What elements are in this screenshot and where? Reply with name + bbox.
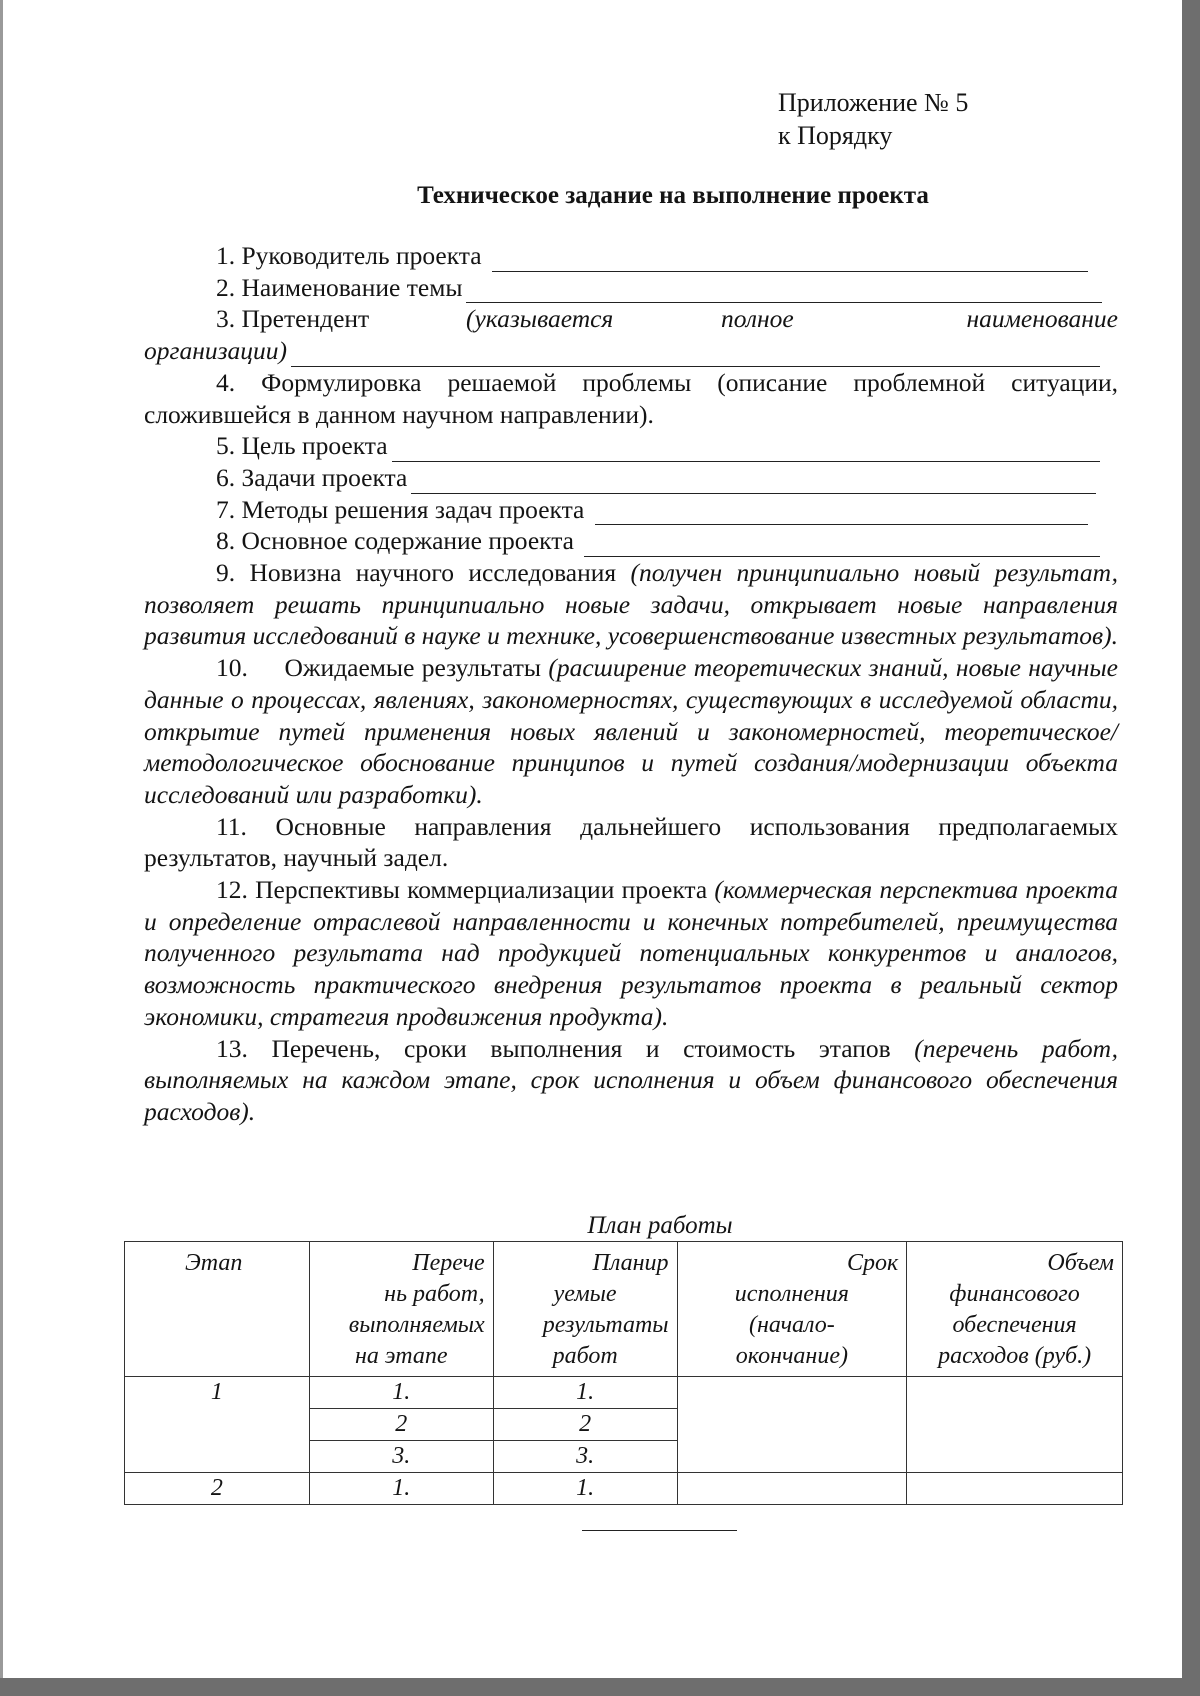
result-cell: 1. <box>493 1473 677 1505</box>
work-cell: 3. <box>309 1441 493 1473</box>
fill-line <box>492 247 1088 272</box>
deadline-cell <box>677 1473 907 1505</box>
document-title: Техническое задание на выполнение проекта <box>417 182 929 209</box>
header-deadline: Срок исполнения (начало- окончание) <box>677 1242 907 1377</box>
fill-line <box>584 532 1100 557</box>
result-cell: 1. <box>493 1377 677 1409</box>
item-12-commercialization: 12. Перспективы коммерциализации проекта (коммерческая перспектива проекта и определение отраслевой направленности и конечных потребителей, преимущества полученного результата над продукцией потенциальных конкурентов и аналогов, возможность практического внедрения результатов проекта в реальный сектор экономики, стратегия продвижения продукта). <box>144 875 1118 1031</box>
appendix-reference <box>778 86 968 152</box>
item-4-problem-statement: 4. Формулировка решаемой проблемы (описание проблемной ситуации, сложившейся в данном научном направлении). <box>144 367 1118 429</box>
result-cell: 3. <box>493 1441 677 1473</box>
footer-rule <box>582 1530 737 1531</box>
work-cell: 1. <box>309 1473 493 1505</box>
header-work-list: Перече нь работ, выполняемых на этапе <box>309 1242 493 1377</box>
work-cell: 1. <box>309 1377 493 1409</box>
plan-caption: План работы <box>587 1212 733 1239</box>
header-funding: Объем финансового обеспечения расходов (руб.) <box>907 1242 1123 1377</box>
document-body <box>144 240 1118 1128</box>
item-10-expected-results: 10. Ожидаемые результаты (расширение теоретических знаний, новые научные данные о процессах, явлениях, закономерностях, существующих в исследуемой области, открытие путей применения новых явлений и закономерностей, теоретическое/ методологическое обоснование принципов и путей создания/модернизации объекта исследований или разработки). <box>144 653 1119 809</box>
table-row <box>125 1473 1123 1505</box>
item-5-project-goal: 5. Цель проекта <box>144 430 1118 462</box>
table-header-row <box>125 1242 1123 1377</box>
fill-line <box>392 437 1100 462</box>
item-7-methods: 7. Методы решения задач проекта <box>144 494 1118 526</box>
funding-cell <box>907 1377 1123 1473</box>
item-11-further-use: 11. Основные направления дальнейшего использования предполагаемых результатов, научный задел. <box>144 811 1118 873</box>
item-13-stages: 13. Перечень, сроки выполнения и стоимость этапов (перечень работ, выполняемых на каждом этапе, срок исполнения и объем финансового обеспечения расходов). <box>144 1033 1118 1126</box>
item-2-topic-name: 2. Наименование темы <box>144 272 1118 304</box>
fill-line <box>411 469 1096 494</box>
appendix-procedure: к Порядку <box>778 121 893 150</box>
scan-edge-right <box>1182 0 1200 1696</box>
item-9-novelty: 9. Новизна научного исследования (получен принципиально новый результат, позволяет решать принципиально новые задачи, открывает новые направления развития исследований в науке и технике, усовершенствование известных результатов). <box>144 558 1118 651</box>
appendix-number: Приложение № 5 <box>778 88 969 117</box>
funding-cell <box>907 1473 1123 1505</box>
item-3-applicant: 3. Претендент (указывается полное наименование организации) <box>144 304 1118 366</box>
stage-cell: 2 <box>125 1473 310 1505</box>
item-6-project-tasks: 6. Задачи проекта <box>144 462 1118 494</box>
header-stage: Этап <box>125 1242 310 1377</box>
fill-line <box>595 500 1088 525</box>
item-8-main-content: 8. Основное содержание проекта <box>144 525 1118 557</box>
table-row <box>125 1377 1123 1409</box>
work-cell: 2 <box>309 1409 493 1441</box>
deadline-cell <box>677 1377 907 1473</box>
fill-line <box>291 342 1100 367</box>
item-1-project-leader: 1. Руководитель проекта <box>144 240 1118 272</box>
stage-cell: 1 <box>125 1377 310 1473</box>
fill-line <box>466 278 1102 303</box>
work-plan-table <box>124 1241 1123 1505</box>
header-planned-results: Планир уемые результаты работ <box>493 1242 677 1377</box>
result-cell: 2 <box>493 1409 677 1441</box>
scan-edge-bottom <box>0 1678 1200 1696</box>
scan-edge-left <box>0 0 3 1696</box>
